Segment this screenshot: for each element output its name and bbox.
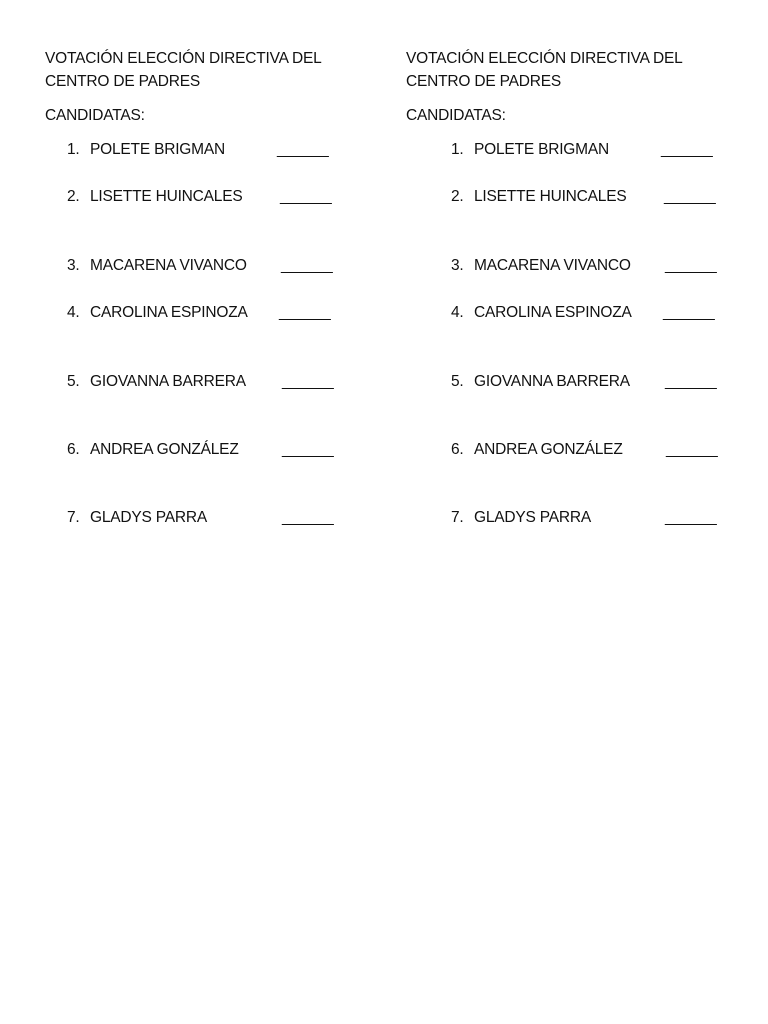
candidate-name: CAROLINA ESPINOZA — [474, 304, 632, 321]
candidate-name: GIOVANNA BARRERA — [90, 373, 246, 390]
candidate-name: POLETE BRIGMAN — [90, 141, 226, 158]
candidate-number: 4. — [451, 304, 464, 321]
ballot-right — [406, 0, 746, 560]
candidate-number: 4. — [67, 304, 80, 321]
candidate-number: 5. — [451, 373, 464, 390]
candidate-name: MACARENA VIVANCO — [90, 257, 247, 274]
list-item — [406, 439, 718, 461]
vote-blank[interactable]: ______ — [661, 141, 713, 158]
candidate-name: GIOVANNA BARRERA — [474, 373, 630, 390]
vote-blank[interactable]: ______ — [665, 373, 717, 390]
ballot-title-line2: CENTRO DE PADRES — [406, 73, 561, 90]
candidate-number: 7. — [451, 509, 464, 526]
candidate-name: ANDREA GONZÁLEZ — [474, 441, 623, 458]
vote-blank[interactable]: ______ — [279, 304, 331, 321]
list-item — [406, 371, 717, 393]
vote-blank[interactable]: ______ — [282, 373, 334, 390]
list-item — [406, 507, 717, 529]
list-item — [45, 139, 345, 161]
candidate-number: 3. — [451, 257, 464, 274]
list-item — [406, 139, 713, 161]
vote-blank[interactable]: ______ — [666, 441, 718, 458]
candidate-name: GLADYS PARRA — [474, 509, 592, 526]
ballot-title-line1: VOTACIÓN ELECCIÓN DIRECTIVA DEL — [406, 50, 683, 67]
candidate-number: 5. — [67, 373, 80, 390]
ballot-title-line2: CENTRO DE PADRES — [45, 73, 200, 90]
list-item — [45, 439, 345, 461]
ballot-left — [45, 0, 385, 560]
ballot-title-line1: VOTACIÓN ELECCIÓN DIRECTIVA DEL — [45, 50, 322, 67]
vote-blank[interactable]: ______ — [663, 304, 715, 321]
list-item — [406, 255, 717, 277]
candidates-label: CANDIDATAS: — [406, 107, 506, 124]
vote-blank[interactable]: ______ — [277, 141, 329, 158]
list-item — [406, 302, 715, 324]
list-item — [45, 302, 345, 324]
list-item — [406, 186, 716, 208]
vote-blank[interactable]: ______ — [665, 509, 717, 526]
list-item — [45, 371, 345, 393]
candidate-number: 3. — [67, 257, 80, 274]
candidate-name: MACARENA VIVANCO — [474, 257, 631, 274]
vote-blank[interactable]: ______ — [282, 441, 334, 458]
vote-blank[interactable]: ______ — [281, 257, 333, 274]
candidate-name: POLETE BRIGMAN — [474, 141, 610, 158]
candidates-label: CANDIDATAS: — [45, 107, 145, 124]
vote-blank[interactable]: ______ — [665, 257, 717, 274]
list-item — [45, 507, 345, 529]
vote-blank[interactable]: ______ — [664, 188, 716, 205]
candidate-name: LISETTE HUINCALES — [474, 188, 627, 205]
vote-blank[interactable]: ______ — [280, 188, 332, 205]
ballot-title — [406, 47, 726, 93]
candidate-number: 6. — [451, 441, 464, 458]
candidate-name: LISETTE HUINCALES — [90, 188, 243, 205]
candidate-name: CAROLINA ESPINOZA — [90, 304, 248, 321]
candidate-number: 2. — [67, 188, 80, 205]
candidate-name: ANDREA GONZÁLEZ — [90, 441, 239, 458]
candidate-number: 1. — [67, 141, 80, 158]
list-item — [45, 186, 345, 208]
list-item — [45, 255, 345, 277]
candidate-number: 7. — [67, 509, 80, 526]
candidate-number: 1. — [451, 141, 464, 158]
candidate-number: 2. — [451, 188, 464, 205]
vote-blank[interactable]: ______ — [282, 509, 334, 526]
candidate-number: 6. — [67, 441, 80, 458]
candidate-name: GLADYS PARRA — [90, 509, 208, 526]
ballot-title — [45, 47, 365, 93]
